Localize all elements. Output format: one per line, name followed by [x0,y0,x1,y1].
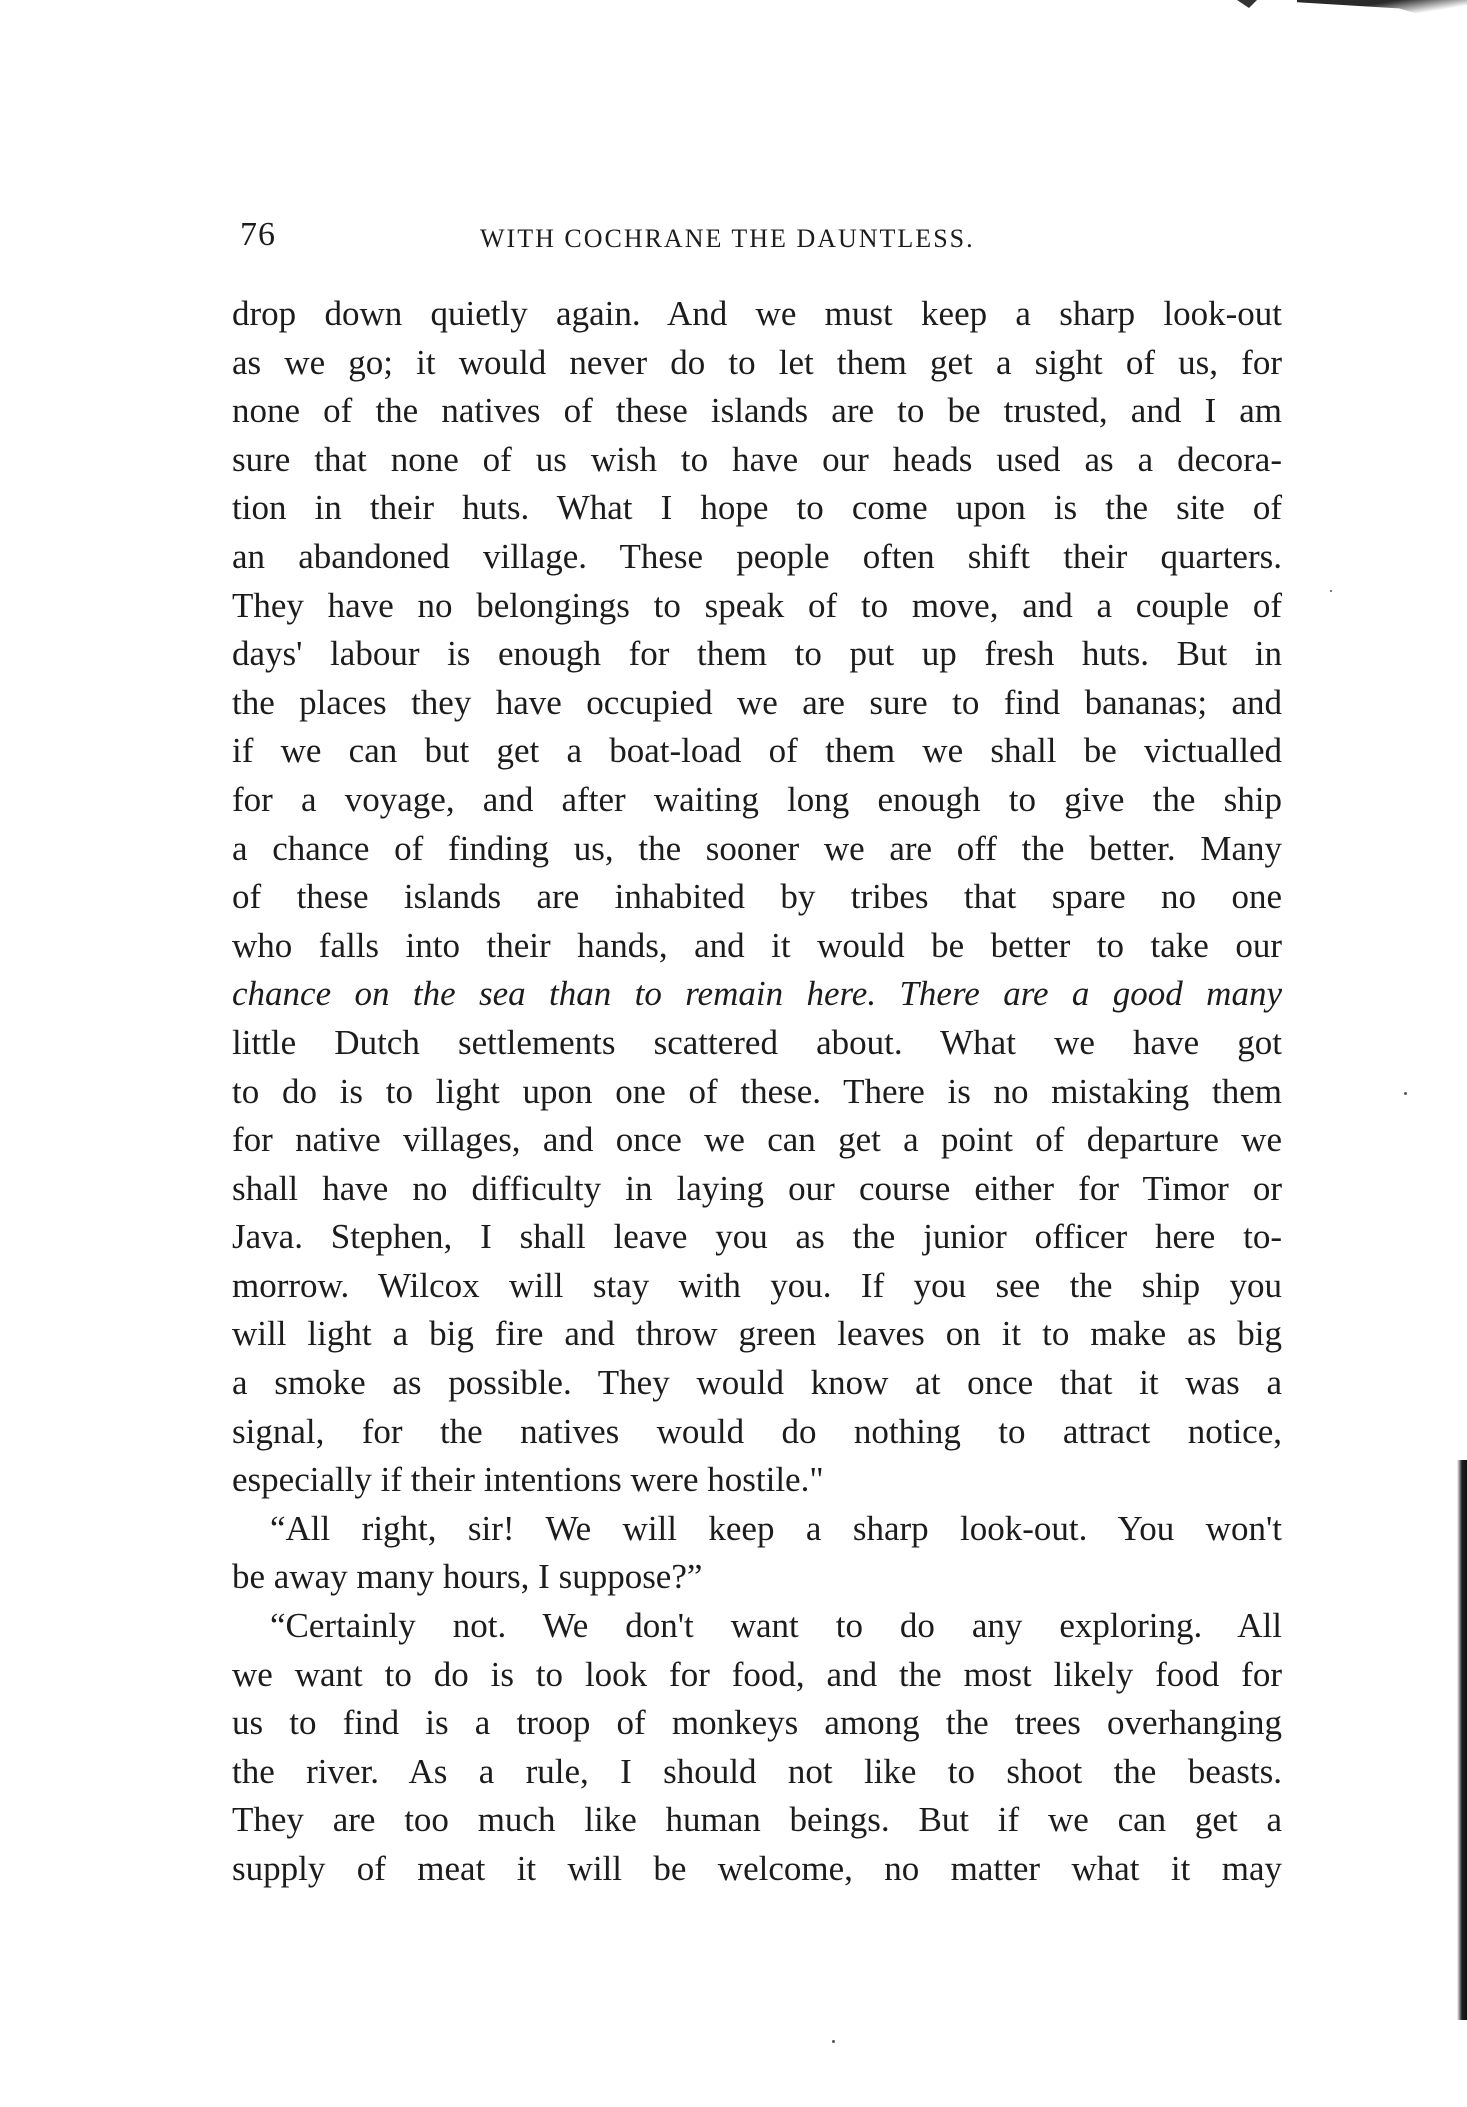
page-number: 76 [240,216,276,253]
text-line: we want to do is to look for food, and the most likely food for [232,1654,1282,1694]
text-line: the places they have occupied we are sure to find bananas; and [232,682,1282,722]
scan-edge-mark [1237,0,1257,8]
running-title: WITH COCHRANE THE DAUNTLESS. [480,224,975,253]
text-line: days' labour is enough for them to put up fresh huts. But in [232,634,1282,674]
page-header [240,216,1130,256]
scan-edge-shadow [1297,0,1467,28]
text-line: of these islands are inhabited by tribes that spare no one [232,877,1282,917]
text-line: little Dutch settlements scattered about. What we have got [232,1022,1282,1062]
text-line: “All right, sir! We will keep a sharp look-out. You won't [270,1508,1282,1548]
text-line-italic: chance on the sea than to remain here. There are a good many [232,974,1282,1014]
scan-speck [1404,1092,1407,1095]
text-line: will light a big fire and throw green leaves on it to make as big [232,1314,1282,1354]
text-line: none of the natives of these islands are to be trusted, and I am [232,391,1282,431]
text-line: to do is to light upon one of these. There is no mistaking them [232,1071,1282,1111]
text-line: tion in their huts. What I hope to come upon is the site of [232,488,1282,528]
text-line: They are too much like human beings. But if we can get a [232,1800,1282,1840]
text-line: “Certainly not. We don't want to do any exploring. All [270,1606,1282,1646]
text-line: an abandoned village. These people often shift their quarters. [232,536,1282,576]
text-line: a chance of finding us, the sooner we are off the better. Many [232,828,1282,868]
scan-speck [1330,590,1332,592]
text-line: for native villages, and once we can get a point of departure we [232,1120,1282,1160]
text-line: morrow. Wilcox will stay with you. If you see the ship you [232,1265,1282,1305]
text-line: if we can but get a boat-load of them we shall be victualled [232,731,1282,771]
text-line: be away many hours, I suppose?” [232,1557,703,1597]
text-line: a smoke as possible. They would know at once that it was a [232,1363,1282,1403]
text-line: especially if their intentions were hostile." [232,1460,824,1500]
text-line: who falls into their hands, and it would be better to take our [232,925,1282,965]
text-line: supply of meat it will be welcome, no matter what it may [232,1849,1282,1888]
text-line: as we go; it would never do to let them get a sight of us, for [232,342,1282,382]
text-line: for a voyage, and after waiting long enough to give the ship [232,779,1282,819]
scan-edge-shadow-right [1457,1460,1467,2020]
text-line: signal, for the natives would do nothing to attract notice, [232,1411,1282,1451]
text-line: drop down quietly again. And we must keep a sharp look-out [232,294,1282,333]
body-text [232,290,1282,1894]
text-line: us to find is a troop of monkeys among the trees overhanging [232,1703,1282,1743]
text-line: They have no belongings to speak of to move, and a couple of [232,585,1282,625]
text-line: sure that none of us wish to have our heads used as a decora- [232,439,1282,479]
text-line: Java. Stephen, I shall leave you as the junior officer here to- [232,1217,1282,1257]
text-line: the river. As a rule, I should not like to shoot the beasts. [232,1751,1282,1791]
text-line: shall have no difficulty in laying our course either for Timor or [232,1168,1282,1208]
scan-speck [832,2040,835,2043]
